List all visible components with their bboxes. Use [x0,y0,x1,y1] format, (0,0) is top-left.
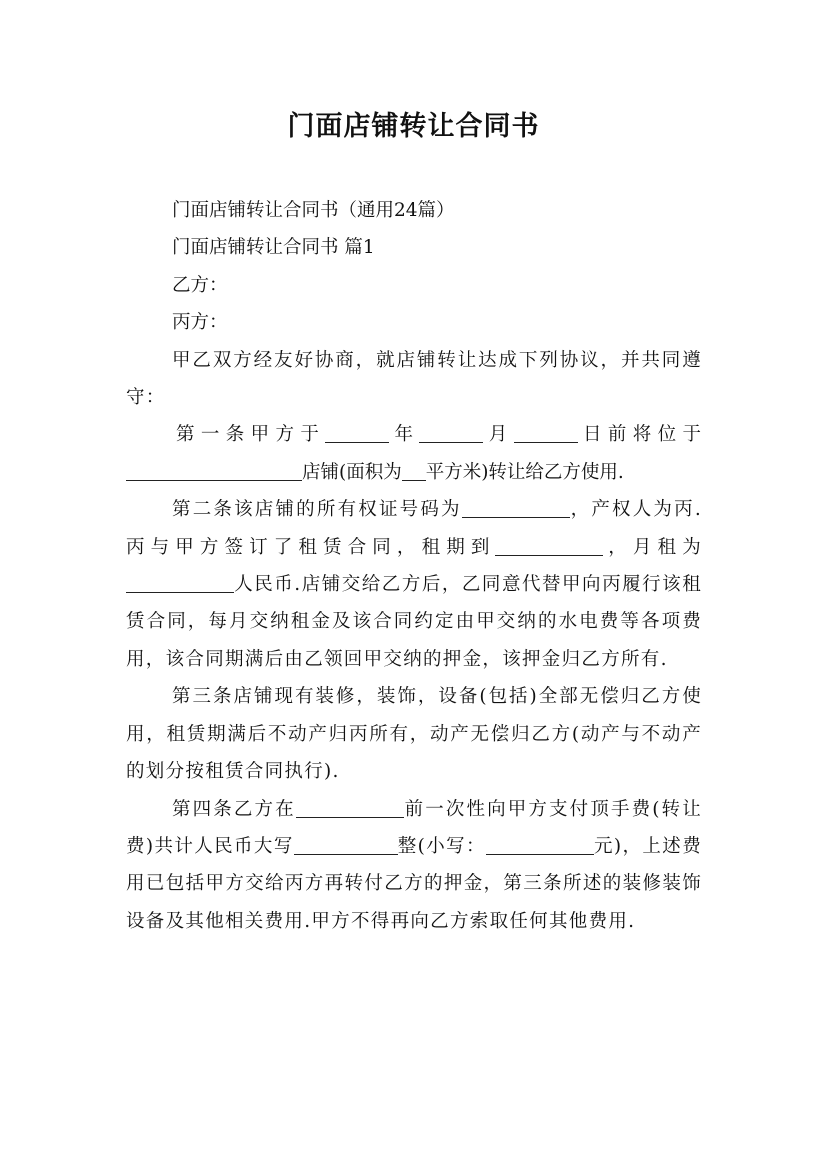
document-body [126,192,702,940]
article-4-text-c: 整(小写： [397,835,486,857]
blank-field-monthly-rent [126,572,234,593]
blank-field-year [325,422,389,443]
article-4 [126,791,702,941]
article-2-text-a: 第二条该店铺的所有权证号码为 [172,499,462,521]
article-4-text-b: 前一次性向甲方支付顶手费(转让费)共计人民币大写 [126,798,702,857]
intro-paragraph: 甲乙双方经友好协商，就店铺转让达成下列协议，并共同遵守： [126,349,702,409]
blank-field-month [419,422,483,443]
document-title: 门面店铺转让合同书 [287,111,540,142]
article-1-text-f: 平方米)转让给乙方使用. [425,461,624,483]
article-1-text-a: 第一条甲方于 [176,424,326,446]
article-2-text-c: ，月租为 [603,536,702,558]
article-4-text-d: 元)，上述费用已包括甲方交给丙方再转付乙方的押金，第三条所述的装修装饰设备及其他相关费用.甲方不得再向乙方索取任何其他费用. [126,835,702,932]
article-1-line-2 [126,454,702,491]
blank-field-certificate-no [462,497,570,518]
article-2-text-d: 人民币.店铺交给乙方后，乙同意代替甲向丙履行该租赁合同，每月交纳租金及该合同约定由甲交纳的水电费等各项费用，该合同期满后由乙领回甲交纳的押金，该押金归乙方所有. [126,574,702,670]
blank-field-amount-words [294,834,398,855]
article-3: 第三条店铺现有装修，装饰，设备(包括)全部无偿归乙方使用，租赁期满后不动产归丙所有，动产无偿归乙方(动产与不动产的划分按租赁合同执行). [126,686,702,783]
blank-field-amount-figures [486,834,594,855]
blank-field-location [126,460,302,481]
article-4-text-a: 第四条乙方在 [172,798,296,820]
article-1-text-d: 日前将位于 [577,424,702,446]
blank-field-area [402,460,426,481]
party-c-label: 丙方： [172,312,228,334]
article-1 [126,416,702,491]
article-1-text-e: 店铺(面积为 [302,461,402,483]
section-heading: 门面店铺转让合同书 篇1 [172,237,375,259]
article-2-text-b: ，产权人为丙.丙与甲方签订了租赁合同，租期到 [126,499,703,558]
blank-field-lease-end [495,534,603,555]
document-subtitle: 门面店铺转让合同书（通用24篇） [172,200,455,221]
article-2 [126,491,702,678]
article-1-line-1 [126,416,702,453]
blank-field-payment-date [296,796,404,817]
party-b-label: 乙方： [172,274,228,296]
blank-field-day [514,422,578,443]
article-1-text-b: 年 [389,424,420,446]
article-1-text-c: 月 [483,424,514,446]
